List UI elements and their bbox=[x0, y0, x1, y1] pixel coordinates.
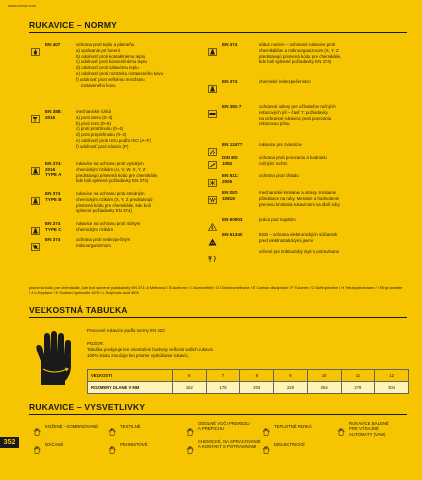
hand-measure-icon bbox=[31, 331, 77, 387]
norm-code: EN 407 bbox=[45, 42, 61, 47]
norm-code: EN 511: 2005 bbox=[222, 173, 239, 184]
size-standard-text: Pracovné rukavice podľa normy EN 420 bbox=[87, 328, 165, 333]
lightning-icon bbox=[208, 218, 217, 226]
legend-label: DIELEKTRICKÉ bbox=[274, 442, 306, 447]
flask-icon bbox=[208, 80, 217, 88]
norm-code: EN 381-7 bbox=[222, 104, 242, 109]
mm-cell: 178 bbox=[206, 382, 240, 394]
norm-code: DIN EN 1082 bbox=[222, 155, 238, 166]
legend-label: MÁČANÉ bbox=[45, 442, 64, 447]
norm-code: EN 374 bbox=[222, 42, 238, 47]
note-line-2: 100% istotu zaručuje len priame vyskúšanie rukavíc. bbox=[87, 353, 190, 358]
legend-label: TEPLOTNÉ RIZIKÁ bbox=[274, 424, 312, 429]
size-cell: 6 bbox=[173, 370, 207, 382]
knife-icon bbox=[208, 156, 217, 164]
flask-icon bbox=[31, 192, 40, 200]
norm-description: mechanické riziká a) proti oteru (0–4) b) proti rezu (0–5) c) proti protrhnutiu (0–4) d) proti prepichnutiu (0–4) e) odolnosť proti rezu podľa ISO (A–F) f) odolnosť proti nárazu (P) bbox=[76, 109, 151, 149]
hand-icon bbox=[33, 423, 42, 431]
hand-icon bbox=[262, 441, 271, 449]
norm-code: EN 388: 2016 bbox=[45, 109, 62, 120]
legend-label: CHEMICKÉ, NA SPRACOVANIE A KONTAKT S POTRAVINAMI bbox=[198, 439, 261, 450]
hand-icon bbox=[262, 423, 271, 431]
norm-description: rukavice na ochranu proti vysokým chemickým rizikám (U, V, W, X, Y, Z predstavujú písmená kódu pre chemikálie, kde boli splnené požiadavky EN 374) bbox=[76, 161, 159, 184]
norm-description: práca pod napätím bbox=[259, 217, 296, 222]
norm-code: EN 60903 bbox=[222, 217, 243, 222]
section-title-norms: RUKAVICE – NORMY bbox=[29, 20, 118, 30]
website-url: www.cerva.com bbox=[8, 3, 37, 8]
size-cell: 7 bbox=[206, 370, 240, 382]
legend-label: TEXTILNÉ bbox=[120, 424, 141, 429]
norm-description: určené pre krátkodobý styk s potravinami bbox=[259, 249, 340, 254]
hand-icon bbox=[33, 441, 42, 449]
section-title-size-table: VEĽKOSTNÁ TABUĽKA bbox=[29, 305, 128, 315]
page-number: 352 bbox=[0, 437, 19, 448]
esd-icon bbox=[208, 233, 217, 241]
norm-code: EN 374 bbox=[222, 79, 238, 84]
note-line-1: Tabuľka poskytuje len orientačné hodnoty veľkosti vašich rukavíc. bbox=[87, 347, 215, 352]
norm-description: ochranné odevy pre užívateľov ručných reťazových píl – časť 7: požiadavky na ochranné rukavice proti porezaniu reťazovou pílou bbox=[259, 104, 336, 127]
chemicals-note: písmená kódu pre chemikálie, kde boli splnené požiadavky EN 374: A Methanol / B Acetone / C Acetonitrile / D Dichloromethane / E Carbon disulphide / F Toluene / G Diethylamine / H Tetrahydrofurane / I Ethyl acetate / J n-Heptane / K Sodium hydroxide 40% / L Sulphuric acid 96% bbox=[29, 285, 403, 295]
flask-icon bbox=[31, 162, 40, 170]
welding-icon bbox=[208, 143, 217, 151]
norm-description: rukavice pre zváračov bbox=[259, 142, 302, 147]
flask-icon bbox=[31, 222, 40, 230]
norm-code: EN ISO 10819 bbox=[222, 190, 238, 201]
legend-label: ODOLNÉ VOČI PREREZU A PREPICHU bbox=[198, 421, 250, 432]
divider bbox=[29, 317, 407, 318]
legend-label: RUKAVICE BALENÉ PRE VÝDAJNÉ AUTOMATY (VAM) bbox=[349, 421, 389, 437]
mm-cell: 203 bbox=[240, 382, 274, 394]
size-cell: 9 bbox=[274, 370, 308, 382]
size-cell: 10 bbox=[307, 370, 341, 382]
mm-cell: 304 bbox=[375, 382, 409, 394]
hand-icon bbox=[186, 441, 195, 449]
norm-description: ochrana proti porezaniu a bodnutiu ručnými nožmi bbox=[259, 155, 327, 166]
hand-icon bbox=[186, 423, 195, 431]
chainsaw-icon bbox=[208, 105, 217, 113]
hand-icon bbox=[337, 423, 346, 431]
norm-description: ochrana proti nebezpečným mikroorganizmom bbox=[76, 237, 131, 248]
food-icon bbox=[208, 250, 217, 258]
hand-icon bbox=[108, 423, 117, 431]
mm-cell: 279 bbox=[341, 382, 375, 394]
norm-code: EN 374 TYPE C bbox=[45, 221, 62, 232]
hand-icon bbox=[108, 441, 117, 449]
note-label: POZOR: bbox=[87, 341, 104, 346]
vibration-icon bbox=[208, 191, 217, 199]
norm-description: rukavice na ochranu proti stredným chemickým rizikám (X, Y, Z predstavujú písmená kódu pre chemikálie, kde boli splnené požiadavky EN 374) bbox=[76, 191, 153, 214]
norm-description: rukavice na ochranu proti nízkym chemickým rizikám bbox=[76, 221, 141, 232]
size-cell: 11 bbox=[341, 370, 375, 382]
size-table bbox=[87, 369, 409, 394]
norm-code: EN 12477 bbox=[222, 142, 243, 147]
size-row bbox=[88, 370, 409, 382]
size-row-label: VEĽKOSTI bbox=[88, 370, 173, 382]
norm-code: EN 374: 2016 TYPE A bbox=[45, 161, 62, 178]
norm-description: mechanické kmitanie a otrasy. Kmitanie pôsobiace na ruky. Meranie a hodnotenie prenosu kmitania rukavicami na dlaň ruky bbox=[259, 190, 340, 207]
mm-row-label: ROZMERY DLANE V MM bbox=[88, 382, 173, 394]
norm-description: súbor noriem – ochranné rukavice proti chemikáliám a mikroorganizmom (X, Y, Z predstavujú písmená kódu pre chemikálie, kde boli splnené požiadavky EN 374) bbox=[259, 42, 342, 65]
hammer-icon bbox=[31, 110, 40, 118]
norm-code: EN 61340 bbox=[222, 232, 243, 237]
divider bbox=[29, 414, 407, 415]
flask-icon bbox=[208, 43, 217, 51]
norm-description: ochrana proti teplu a plameňu a) správanie pri horení b) odolnosť proti kontaktnému teplu c) odolnosť proti konvenčnému teplu d) odolnosť proti sálavému teplu e) odolnosť proti rozstreku roztaveného kovu f) odolnosť proti veľkému množstvu roztaveného kovu bbox=[76, 42, 164, 88]
norm-description: ochrana proti chladu bbox=[259, 173, 299, 178]
size-cell: 12 bbox=[375, 370, 409, 382]
norm-description: chemické nebezpečenstvo bbox=[259, 79, 311, 84]
mm-cell: 152 bbox=[173, 382, 207, 394]
norm-code: EN 374 TYPE B bbox=[45, 191, 62, 202]
size-cell: 8 bbox=[240, 370, 274, 382]
norm-code: EN 374 bbox=[45, 237, 61, 242]
norm-description: ESD – ochrana elektronických súčiastok pred elektrostatickými javmi bbox=[259, 232, 338, 243]
section-title-legend: RUKAVICE – VYSVETLIVKY bbox=[29, 402, 146, 412]
mm-cell: 254 bbox=[307, 382, 341, 394]
mm-row bbox=[88, 382, 409, 394]
microbe-icon bbox=[31, 238, 40, 246]
snowflake-icon bbox=[208, 174, 217, 182]
divider bbox=[29, 32, 407, 33]
flame-icon bbox=[31, 43, 40, 51]
legend-label: KOŽENÉ - KOMBINOVANÉ bbox=[45, 424, 99, 429]
mm-cell: 229 bbox=[274, 382, 308, 394]
legend-label: PEHNISTOVÉ bbox=[120, 442, 148, 447]
